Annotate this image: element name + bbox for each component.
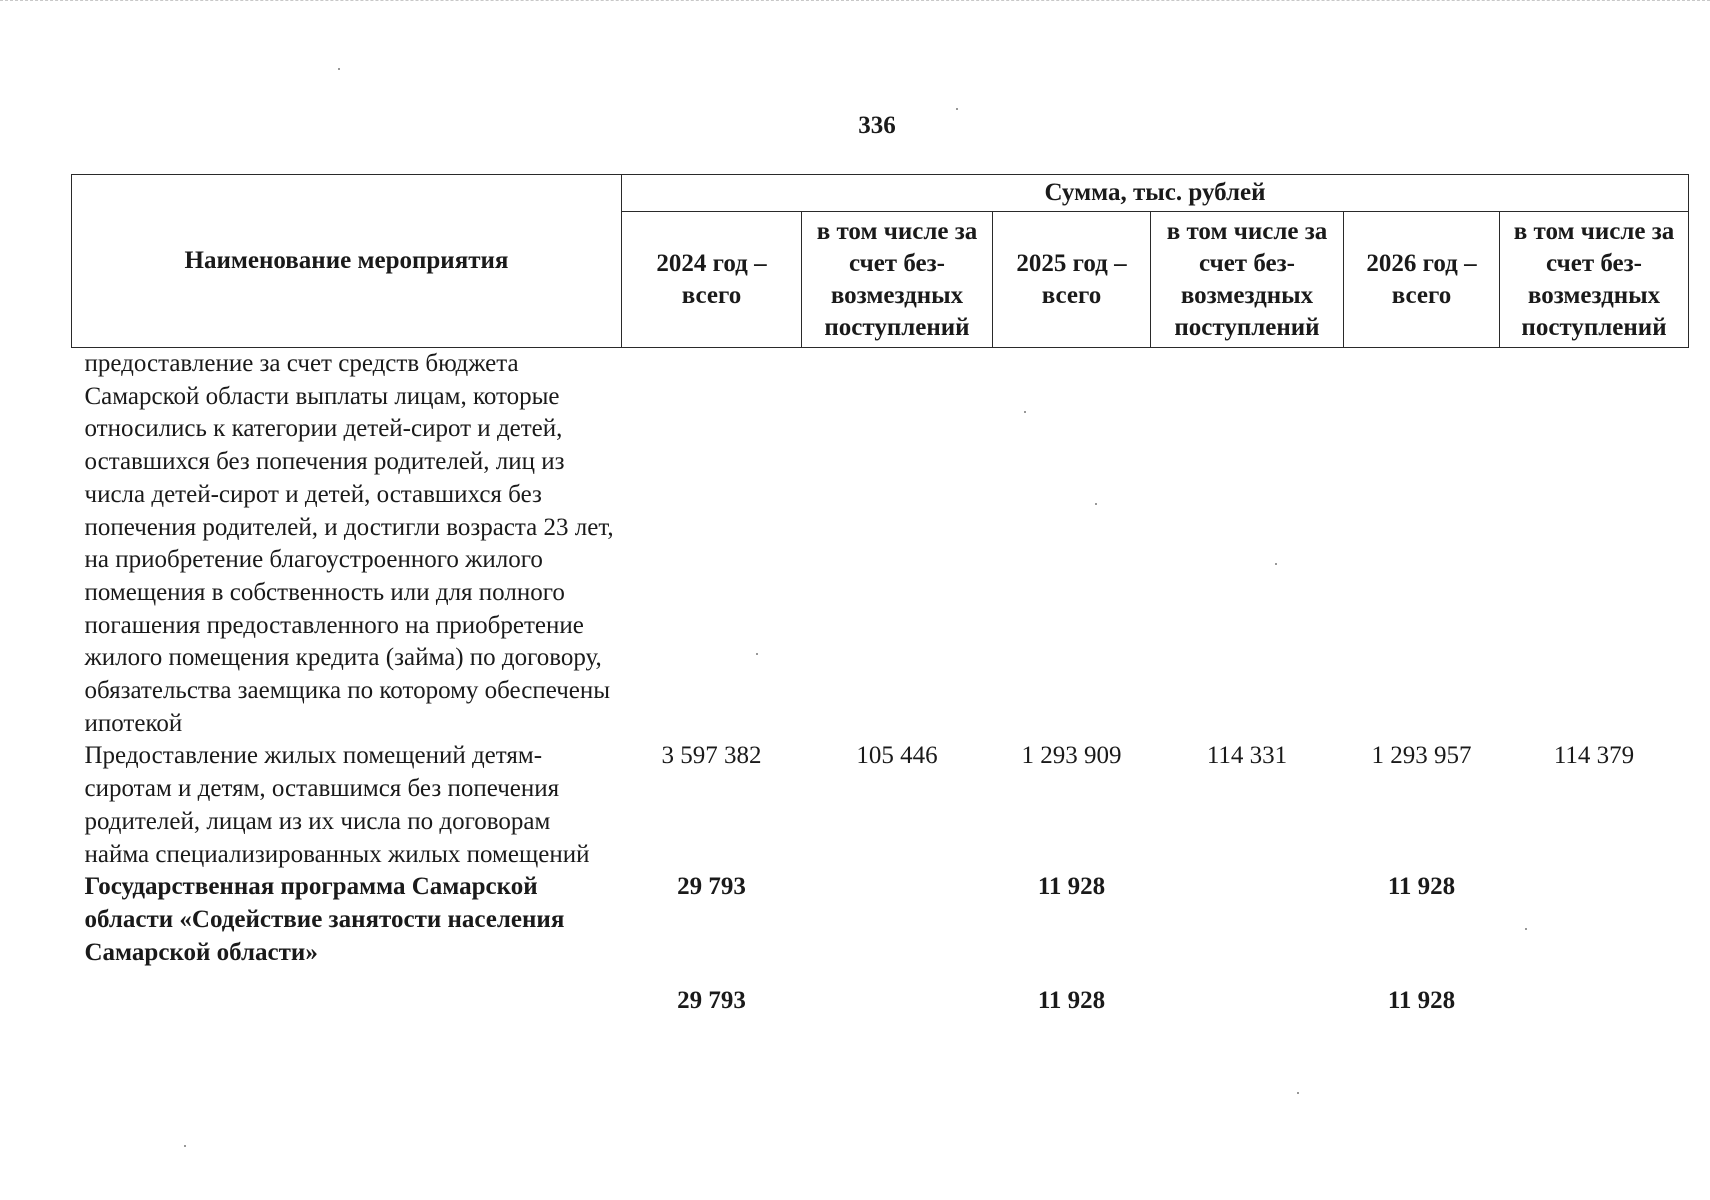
value-2024-grants: 105 446 [856, 742, 938, 770]
header-name-column: Наименование мероприятия [72, 175, 622, 348]
row-name: Государственная программа Самарской области «Содействие занятости населения Самарской области» [84, 873, 565, 966]
row-name: предоставление за счет средств бюджета Самарской области выплаты лицам, которые относились к категории детей-сирот и детей, оставшихся без попечения родителей, лиц из числа детей-сирот и детей, оставшихся без попечения родителей, и достигли возраста 23 лет, на приобретение благоустроенного жилого помещения в собственность или для полного погашения предоставленного на приобретение жилого помещения кредита (займа) по договору, обязательства заемщика по которому обеспечены ипотекой [84, 350, 614, 737]
scan-speck [756, 653, 758, 655]
table-header-row-1 [72, 175, 1689, 212]
value-2024-total: 29 793 [677, 873, 746, 901]
value-2026-grants [1500, 871, 1689, 969]
value-2024-total [622, 348, 802, 741]
row-name [72, 969, 622, 1018]
header-2024-total: 2024 год – всего [622, 212, 802, 348]
scan-speck [1275, 563, 1277, 565]
header-2026-total: 2026 год – всего [1344, 212, 1500, 348]
value-2024-grants [802, 871, 993, 969]
scan-speck [956, 108, 958, 110]
table-row [72, 871, 1689, 969]
table-row [72, 740, 1689, 871]
scan-speck [1024, 411, 1026, 413]
scan-speck [184, 1145, 186, 1147]
value-2025-grants [1151, 871, 1344, 969]
scan-speck [1525, 928, 1527, 930]
table-row [72, 348, 1689, 741]
header-sum-group: Сумма, тыс. рублей [622, 175, 1689, 212]
header-2025-grants: в том числе за счет без-возмездных поступлений [1151, 212, 1344, 348]
value-2024-total: 3 597 382 [661, 742, 762, 770]
value-2024-grants [802, 969, 993, 1018]
scan-speck [338, 68, 340, 70]
value-2024-total: 29 793 [677, 987, 746, 1015]
value-2025-grants [1151, 348, 1344, 741]
scan-edge-line [0, 0, 1710, 2]
value-2026-total: 11 928 [1387, 873, 1456, 901]
scan-speck [1095, 503, 1097, 505]
value-2026-total: 11 928 [1387, 987, 1456, 1015]
header-2025-total: 2025 год – всего [993, 212, 1151, 348]
value-2026-grants: 114 379 [1553, 742, 1635, 770]
value-2026-grants [1500, 969, 1689, 1018]
budget-table [71, 174, 1689, 1018]
header-2024-grants: в том числе за счет без-возмездных поступлений [802, 212, 993, 348]
value-2025-total: 11 928 [1037, 987, 1106, 1015]
scan-speck [1297, 1092, 1299, 1094]
table-row-total [72, 969, 1689, 1018]
row-name: Предоставление жилых помещений детям-сиротам и детям, оставшимся без попечения родителей, лицам из их числа по договорам найма специализированных жилых помещений [84, 742, 590, 868]
value-2025-grants [1151, 969, 1344, 1018]
value-2026-total: 1 293 957 [1371, 742, 1472, 770]
value-2024-grants [802, 348, 993, 741]
value-2025-grants: 114 331 [1206, 742, 1288, 770]
page-number: 336 [858, 112, 896, 139]
value-2025-total: 1 293 909 [1021, 742, 1122, 770]
header-2026-grants: в том числе за счет без-возмездных поступлений [1500, 212, 1689, 348]
value-2025-total [993, 348, 1151, 741]
value-2025-total: 11 928 [1037, 873, 1106, 901]
value-2026-grants [1500, 348, 1689, 741]
value-2026-total [1344, 348, 1500, 741]
